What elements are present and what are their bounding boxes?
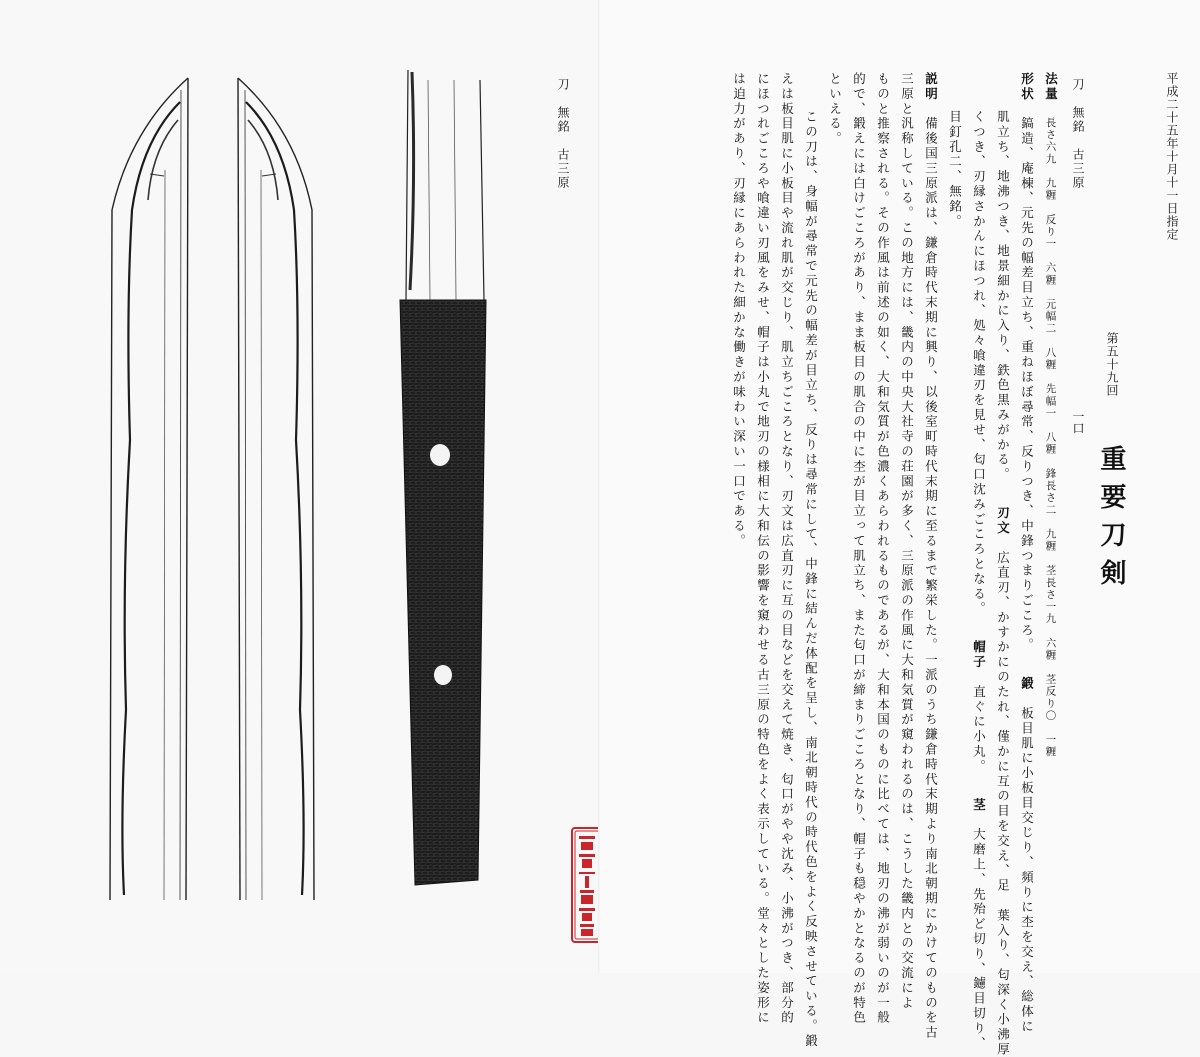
session-number: 第五十九回: [1105, 332, 1119, 397]
nakago-text: 大磨上、先殆ど切り、鑢目切り、: [971, 827, 987, 1052]
shape-line: [1020, 72, 1033, 1034]
paragraph2-line-3: にほつれごころや喰違い刃風をみせ、帽子は小丸で地刃の様相に大和伝の影響を窺わせる古三原の特色をよく表示している。堂々とした姿形に: [755, 72, 771, 1026]
forging-cont-text: 肌立ち、地沸つき、地景細かに入り、鉄色黒みがかる。: [995, 110, 1011, 477]
measurements-line: [1044, 72, 1057, 758]
mekugi-hole-2: [434, 665, 452, 685]
left-caption: [557, 78, 569, 190]
sword-type: 刀: [1071, 78, 1085, 92]
oshigata-page: [0, 0, 600, 973]
boshi-label: 帽子: [971, 640, 987, 670]
blade-back-drawing: [238, 78, 314, 900]
description-line-3: ものと推察される。その作風は前述の如く、大和気質が色濃くあらわれるものであるが、大和本国のものに比べては、地刃の沸が弱いのが一般: [875, 72, 891, 1026]
description-text-1: 備後国三原派は、鎌倉時代末期に興り、以後室町時代末期に至るまで繁栄した。一派のうち鎌倉時代末期より南北朝期にかけてのものを古: [923, 116, 939, 1041]
page-title: 重要刀剣: [1096, 445, 1126, 597]
description-line-2: 三原と汎称している。この地方には、畿内の中央大社寺の荘園が多く、三原派の作風に大和気質が窺われるのは、こうした畿内との交流によ: [899, 72, 915, 1011]
forging-continued: [996, 110, 1009, 1057]
sword-name: [1072, 78, 1084, 190]
measurements-label: 法量: [1043, 72, 1059, 102]
measurements-text: 長さ六九 九糎 反り一 六糎 元幅二 八糎 先幅一 八糎 鋒長さ二 九糎 茎長さ一九 六糎 茎反り〇 一糎: [1044, 116, 1057, 759]
caption-signature: 無銘: [556, 106, 570, 134]
sword-school: 古三原: [1071, 148, 1085, 190]
oshigata-drawing: [60, 60, 540, 910]
forging-text: 板目肌に小板目交じり、頻りに杢を交え、総体に: [1019, 706, 1035, 1035]
description-label: 説明: [923, 72, 939, 102]
tang-drawing: [400, 70, 486, 885]
nakago-label: 茎: [971, 797, 987, 813]
blade-front-drawing: [110, 78, 188, 900]
nakago-continued: 目釘孔二、無銘。: [947, 110, 963, 230]
item-count: 一口: [1071, 410, 1085, 434]
shape-text: 鎬造、庵棟、元先の幅差目立ち、重ねほぼ尋常、反りつき、中鋒つまりごころ。: [1019, 116, 1035, 647]
description-line-4: 的で、鍛えには白けごころがあり、まま板目の肌合の中に杢が目立って肌立ち、また匂口が締まりごころとなり、帽子も穏やかとなるのが特色: [851, 72, 867, 1026]
hamon-continued: [972, 110, 985, 1051]
mekugi-hole-1: [430, 444, 450, 466]
caption-type: 刀: [556, 78, 570, 92]
hamon-label: 刃文: [995, 506, 1011, 536]
hamon-cont-text: くつき、刃縁さかんにほつれ、処々喰違刃を見せ、匂口沈みごころとなる。: [971, 110, 987, 611]
paragraph2-line-2: えは板目肌に小板目や流れ肌が交じり、肌立ちごころとなり、刃文は広直刃に互の目などを交えて焼き、匂口がやや沈み、小沸がつき、部分的: [779, 72, 795, 1026]
description-line-1: [924, 72, 937, 1041]
paragraph2-line-1: この刀は、身幅が尋常で元先の幅差が目立ち、反りは尋常にして、中鋒に結んだ体配を呈し、南北朝時代の時代色をよく反映させている。鍛: [803, 110, 819, 1049]
designation-date: 平成二十五年十月十一日指定: [1165, 72, 1179, 241]
description-line-5: といえる。: [827, 72, 843, 147]
caption-school: 古三原: [556, 148, 570, 190]
shape-label: 形状: [1019, 72, 1035, 102]
forging-label: 鍛: [1019, 676, 1035, 692]
paragraph2-line-4: は迫力があり、刃縁にあらわれた細かな働きが味わい深い一口である。: [731, 72, 747, 549]
hamon-text: 広直刃、かすかにのたれ、僅かに互の目を交え、足 葉入り、匂深く小沸厚: [995, 550, 1011, 1057]
boshi-text: 直ぐに小丸。: [971, 684, 987, 769]
sword-signature: 無銘: [1071, 106, 1085, 134]
